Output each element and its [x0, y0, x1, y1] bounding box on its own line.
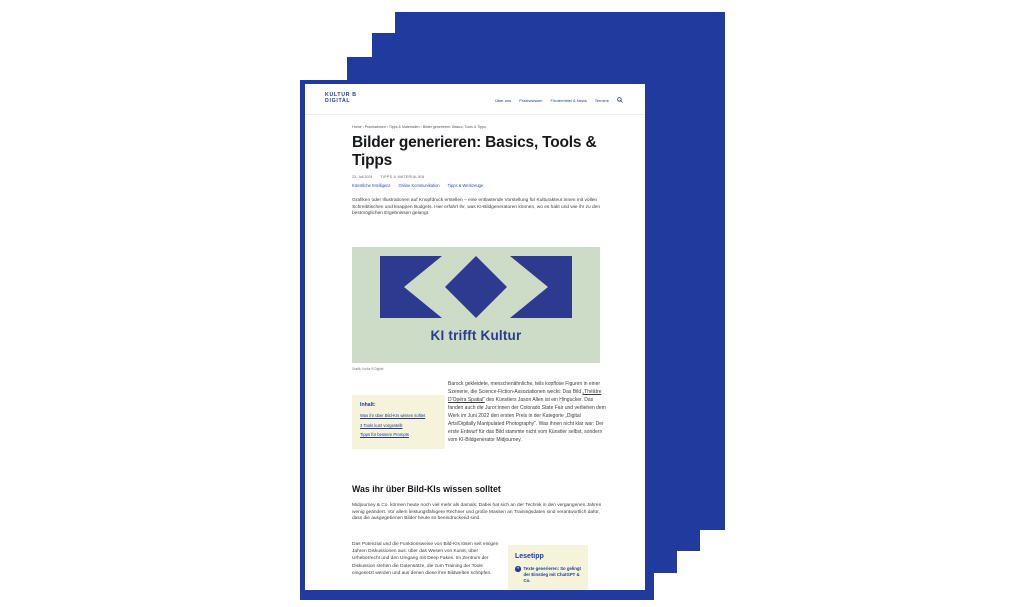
section-heading: Was ihr über Bild-KIs wissen solltet — [352, 484, 501, 494]
tag-online-kommunikation[interactable]: Online Kommunikation — [398, 183, 440, 188]
hero-slogan: KI trifft Kultur — [430, 328, 522, 343]
kok-right-icon — [510, 256, 572, 318]
logo-line-1: KULTUR B — [325, 92, 357, 98]
bg-step-bottom-3 — [645, 573, 654, 590]
bg-right-column — [645, 84, 725, 530]
intro-paragraph: Grafiken oder Illustrationen auf Knopfdruck erstellen – eine entlastende Vorstellung für Kulturakteur:innen mit vollen Schreibtischen und knappen Budgets. Hier erfahrt ihr, was KI-Bildgeneratoren können, wo es hakt und wie ihr zu den bestmöglichen Ergebnissen gelangt. — [352, 198, 600, 217]
bg-step-2 — [372, 33, 395, 84]
lesetipp-item — [515, 566, 581, 583]
artwork-link[interactable]: „Théâtre D'Opéra Spatial“ — [448, 389, 602, 403]
nav-item-praxiswissen[interactable]: Praxiswissen — [519, 97, 543, 103]
lesetipp-title: Lesetipp — [515, 553, 544, 560]
paragraph-1-text-a: Barock gekleidete, menschenähnliche, teils kopflose Figuren in einer Szenerie, die Science-Fiction-Assoziationen weckt: Das Bild — [448, 381, 601, 395]
nav-item-foerdermittel-news[interactable]: Fördermittel & News — [550, 97, 587, 103]
article-meta — [352, 175, 425, 179]
website-screenshot-page — [305, 84, 645, 590]
lesetipp-box — [508, 545, 588, 590]
bg-bottom-bar — [300, 590, 654, 600]
bg-step-bottom-1 — [645, 530, 700, 551]
tag-tipps-werkzeuge[interactable]: Tipps & Werkzeuge — [447, 183, 484, 188]
paragraph-3: Das Potenzial und die Funktionsweise von Bild-KIs lösen seit einigen Jahren Diskussionen aus: über das Wesen von Kunst, über Urheberrecht und den Umgang mit Deep Fakes. Im Zentrum der Diskussion stehen die Datensätze, die zum Training der Tools eingesetzt werden und aus denen diese ihre Bildwelten schöpfen. — [352, 542, 499, 576]
arrow-circle-icon: ➜ — [516, 566, 520, 570]
bg-step-3 — [347, 57, 372, 84]
kok-left-icon — [380, 256, 442, 318]
toc-link-prompts[interactable]: Tipps für bessere Prompts — [360, 432, 409, 438]
kok-diamond-icon — [445, 256, 507, 318]
tag-list — [352, 183, 483, 188]
bg-step-top — [395, 12, 725, 84]
toc-link-tools[interactable]: 3 Tools kurz vorgestellt — [360, 422, 403, 428]
site-logo[interactable] — [325, 92, 357, 104]
search-icon[interactable] — [617, 97, 623, 103]
site-header — [305, 84, 645, 115]
lesetipp-link[interactable]: Texte generieren: So gelingt der Einstieg mit ChatGPT & Co. — [523, 566, 581, 583]
logo-line-2: DIGITAL — [325, 98, 351, 104]
breadcrumb[interactable]: Home › Praxiswissen › Tipps & Materialien › Bilder generieren: Basics, Tools & Tipps — [352, 125, 486, 129]
kok-logo — [380, 256, 572, 318]
article-category[interactable]: TIPPS & MATERIALIEN — [380, 175, 425, 179]
paragraph-1 — [448, 380, 609, 444]
toc-title: Inhalt: — [360, 402, 376, 408]
table-of-contents — [352, 395, 445, 449]
tag-kuenstliche-intelligenz[interactable]: Künstliche Intelligenz — [352, 183, 391, 188]
article-date: 23. Juli 2024 — [352, 175, 373, 179]
page-title: Bilder generieren: Basics, Tools & Tipps — [352, 134, 597, 169]
image-caption: Grafik: Kultur B Digital — [352, 367, 384, 371]
paragraph-1-text-b: des Künstlers Jason Allen ist ein Hingucker. Das fanden auch die Juror:innen der Colorado State Fair und verliehen dem Werk im Juni 2022 den ersten Preis in der Kategorie „Digital Arts/Digitally Manipulated Photography“. Was ihnen nicht klar war: Der erste Entwurf für das Bild stammte nicht vom Künstler selbst, sondern vom KI-Bildgenerator Midjourney. — [448, 397, 606, 443]
nav-item-ueber-uns[interactable]: Über uns — [494, 97, 512, 103]
hero-image — [352, 247, 600, 363]
bg-step-bottom-2 — [645, 551, 677, 573]
nav-item-termine[interactable]: Termine — [594, 97, 609, 103]
paragraph-2: Midjourney & Co. können heute noch viel mehr als damals. Dabei hat sich an der Technik in den vergangenen Jahren wenig geändert. Vor allem leistungsfähigere Rechner und große Massen an Trainingsdaten sind verantwortlich dafür, dass die ausgegebenen Bilder heute so beeindruckend sind. — [352, 503, 602, 522]
toc-link-bild-kis[interactable]: Was ihr über Bild-KIs wissen solltet — [360, 413, 426, 418]
main-nav — [495, 97, 623, 103]
